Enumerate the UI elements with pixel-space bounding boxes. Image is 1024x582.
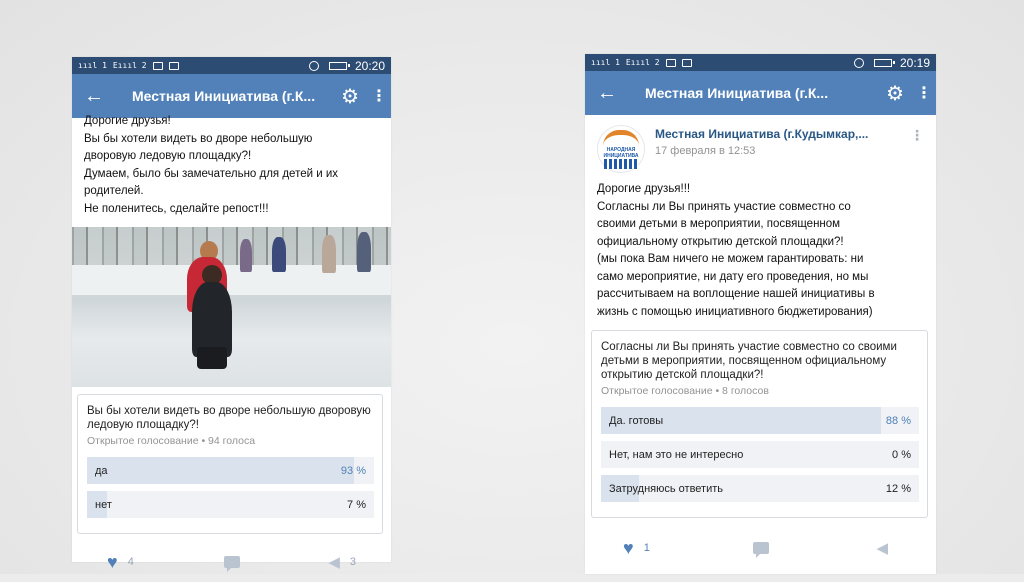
avatar-logo-text: НАРОДНАЯ ИНИЦИАТИВА bbox=[603, 146, 639, 159]
app-bar bbox=[585, 71, 936, 115]
community-title: Местная Инициатива (г.К... bbox=[645, 85, 829, 101]
poll-option-label: Нет, нам это не интересно bbox=[609, 448, 744, 461]
post-line: своими детьми в мероприятии, посвященном bbox=[597, 218, 841, 230]
camera-notification-icon bbox=[682, 59, 692, 67]
phone-screenshot-right bbox=[585, 54, 936, 574]
poll-option-percent: 88 % bbox=[885, 414, 911, 427]
post-date: 17 февраля в 12:53 bbox=[655, 145, 756, 157]
post-line: Дорогие друзья! bbox=[84, 115, 171, 127]
signal-sim2: Eıııl 2 bbox=[625, 58, 660, 67]
post-more-icon[interactable]: ⋮ bbox=[910, 127, 924, 143]
poll-option-percent: 7 % bbox=[347, 498, 366, 511]
poll-option-label: Да. готовы bbox=[609, 414, 664, 427]
post-line: Вы бы хотели видеть во дворе небольшую bbox=[84, 132, 313, 145]
community-title: Местная Инициатива (г.К... bbox=[132, 88, 316, 104]
gear-icon[interactable]: ⚙ bbox=[341, 85, 359, 108]
repost-icon: ◀ bbox=[876, 540, 889, 557]
poll-meta: Открытое голосование • 94 голоса bbox=[87, 435, 256, 447]
post-line: Дорогие друзья!!! bbox=[597, 183, 691, 195]
image-notification-icon bbox=[666, 59, 676, 67]
status-time: 20:20 bbox=[354, 58, 385, 73]
post-text bbox=[72, 113, 391, 218]
poll-option[interactable] bbox=[601, 407, 919, 434]
post-author bbox=[585, 115, 936, 173]
status-bar bbox=[585, 54, 936, 71]
post-line: родителей. bbox=[84, 185, 144, 197]
alarm-icon bbox=[309, 61, 319, 71]
post-line: дворовую ледовую площадку?! bbox=[84, 150, 252, 162]
poll-option-label: Затрудняюсь ответить bbox=[609, 482, 724, 495]
status-time: 20:19 bbox=[899, 55, 930, 70]
camera-notification-icon bbox=[169, 62, 179, 70]
more-vertical-icon[interactable]: ⋮ bbox=[916, 85, 932, 102]
repost-button[interactable] bbox=[273, 553, 356, 571]
post-line: жизнь с помощью инициативного бюджетирования) bbox=[597, 305, 873, 318]
signal-sim1: ıııl 1 bbox=[78, 61, 107, 70]
gear-icon[interactable]: ⚙ bbox=[886, 82, 904, 105]
like-button[interactable] bbox=[623, 538, 715, 559]
app-bar bbox=[72, 74, 391, 118]
post-line: официальному открытию детской площадки?! bbox=[597, 235, 844, 248]
post-line: Согласны ли Вы принять участие совместно со bbox=[597, 200, 851, 213]
heart-icon: ♥ bbox=[107, 551, 118, 572]
poll-option[interactable] bbox=[87, 457, 374, 484]
post-line: Думаем, было бы замечательно для детей и их bbox=[84, 167, 339, 180]
post-photo-skating-rink[interactable] bbox=[72, 227, 391, 387]
battery-icon bbox=[874, 59, 892, 67]
post-line: само мероприятие, ни дату его проведения, но мы bbox=[597, 270, 869, 283]
image-notification-icon bbox=[153, 62, 163, 70]
poll-option[interactable] bbox=[601, 475, 919, 502]
status-bar bbox=[72, 57, 391, 74]
poll bbox=[591, 330, 928, 518]
repost-icon: ◀ bbox=[328, 554, 340, 571]
like-count: 4 bbox=[127, 556, 134, 568]
poll-option-label: нет bbox=[95, 498, 112, 511]
poll-question: Согласны ли Вы принять участие совместно со своими детьми в мероприятии, посвященном официальному открытию детской площадки?! bbox=[601, 341, 897, 381]
back-arrow-icon[interactable]: ← bbox=[597, 81, 617, 104]
phone-screenshot-left bbox=[72, 57, 391, 572]
post-actions bbox=[72, 542, 391, 582]
poll bbox=[77, 394, 383, 534]
author-name[interactable]: Местная Инициатива (г.Кудымкар,... bbox=[655, 127, 869, 141]
post-line: Не поленитесь, сделайте репост!!! bbox=[84, 202, 269, 215]
poll-question: Вы бы хотели видеть во дворе небольшую дворовую ледовую площадку?! bbox=[87, 405, 371, 431]
poll-option-percent: 0 % bbox=[892, 448, 911, 461]
community-avatar[interactable] bbox=[597, 125, 645, 173]
repost-button[interactable] bbox=[806, 539, 898, 557]
signal-sim1: ıııl 1 bbox=[591, 58, 620, 67]
comment-button[interactable] bbox=[715, 542, 807, 554]
poll-option-fill bbox=[87, 457, 354, 484]
like-count: 1 bbox=[643, 542, 650, 554]
poll-option[interactable] bbox=[601, 441, 919, 468]
comment-icon bbox=[753, 542, 769, 554]
more-vertical-icon[interactable]: ⋮ bbox=[371, 88, 387, 105]
repost-count: 3 bbox=[349, 556, 356, 568]
battery-icon bbox=[329, 62, 347, 70]
alarm-icon bbox=[854, 58, 864, 68]
post-line: рассчитываем на воплощение нашей инициативы в bbox=[597, 288, 875, 300]
poll-option-percent: 12 % bbox=[885, 482, 911, 495]
post-text bbox=[585, 181, 936, 321]
comment-button[interactable] bbox=[190, 556, 273, 568]
like-button[interactable] bbox=[107, 552, 190, 573]
signal-sim2: Eıııl 2 bbox=[112, 61, 147, 70]
back-arrow-icon[interactable]: ← bbox=[84, 84, 104, 107]
poll-option-label: да bbox=[95, 464, 108, 477]
heart-icon: ♥ bbox=[623, 537, 634, 558]
poll-option[interactable] bbox=[87, 491, 374, 518]
poll-option-percent: 93 % bbox=[340, 464, 366, 477]
post-actions bbox=[585, 528, 936, 568]
poll-meta: Открытое голосование • 8 голосов bbox=[601, 385, 769, 397]
post-line: (мы пока Вам ничего не можем гарантировать: ни bbox=[597, 253, 864, 265]
comment-icon bbox=[224, 556, 240, 568]
